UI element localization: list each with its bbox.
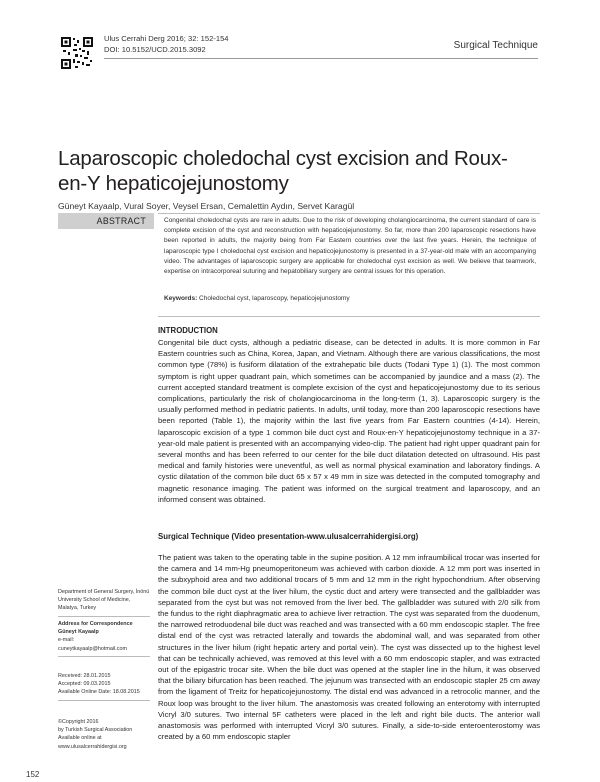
online-date: Available Online Date: 18.08.2015 bbox=[58, 689, 140, 696]
copyright-by: by Turkish Surgical Association bbox=[58, 727, 133, 734]
dates-block bbox=[58, 672, 150, 697]
authors: Güneyt Kayaalp, Vural Soyer, Veysel Ersan, Cemalettin Aydın, Servet Karagül bbox=[58, 201, 355, 211]
available-online: Available online at bbox=[58, 735, 102, 742]
accepted-date: Accepted: 09.03.2015 bbox=[58, 681, 111, 688]
received-date: Received: 28.01.2015 bbox=[58, 673, 111, 679]
sidebar-divider bbox=[58, 656, 150, 657]
introduction-text: Congenital bile duct cysts, although a pediatric disease, can be detected in adults. It is more common in Far Eastern countries such as China, Korea, Japan, and Vietnam. Although there are various classifications, the most common type (78%) is fusiform dilatation of the extrahepatic bile ducts (Todani Type 1) (1). The most common symptom is right upper quadrant pain, which sometimes can be accompanied by jaundice and a mass (2). The current accepted standard treatment is complete excision of the cyst and hepaticojejunostomy due to its serious complications, particularly the risk of cholangiocarcinoma in the long-term (1, 3). Laparoscopic surgery is the usually performed method in pediatric patients. In adults, until today, more than 200 laparoscopic resections have been reported (Table 1), the majority within the last five years from Far Eastern countries (4-14). Herein, laparoscopic excision of a type 1 common bile duct cyst and Roux-en-Y hepaticojejunostomy technique in a 37-year-old male patient is presented with an accompanying video-clip. The patient had right upper quadrant pain for several months and has been referred to our center for the bile duct dilatation detected on ultrasound. His past medical and family histories were uneventful, as well as normal physical examination and laboratory findings. A cystic dilatation of the common bile duct 65 x 57 x 49 mm in size was detected in the computed tomography and magnetic resonance imaging. The patient was informed on the surgical treatment and laparoscopy, and an informed consent was obtained. bbox=[158, 338, 540, 504]
correspondence-name: Güneyt Kayaalp bbox=[58, 629, 99, 636]
keywords-list: Choledochal cyst, laparoscopy, hepaticojejunostomy bbox=[199, 295, 350, 302]
introduction-heading: INTRODUCTION bbox=[158, 326, 218, 335]
abstract-text: Congenital choledochal cysts are rare in adults. Due to the risk of developing cholangiocarcinoma, the current standard of care is complete excision of the cyst and reconstruction with hepaticojejunostomy. So far, more than 200 laparoscopic resections have been reported in adults, the majority being from Far Eastern countries over the last five years. Herein, the technique of laparoscopic type I choledochal cyst excision and hepaticojejunostomy is presented in a 37-year-old male with an accompanying video. The advantages of laparoscopic surgery are applicable for choledochal cyst excision as well. We believe that teamwork, expertise on intracorporeal suturing and hepatobiliary surgery are central issues for this operation. bbox=[164, 217, 536, 276]
sidebar-divider bbox=[58, 700, 150, 701]
email-address[interactable]: cuneytkayaalp@hotmail.com bbox=[58, 645, 127, 652]
sidebar-divider bbox=[58, 616, 150, 617]
journal-citation: Ulus Cerrahi Derg 2016; 32: 152-154 bbox=[104, 34, 229, 43]
keywords bbox=[164, 295, 350, 302]
keywords-label: Keywords: bbox=[164, 295, 198, 302]
copyright-block bbox=[58, 718, 150, 751]
correspondence-block bbox=[58, 620, 150, 653]
page-number: 152 bbox=[26, 770, 40, 779]
journal-website[interactable]: www.ulusalcerrahidergisi.org bbox=[58, 743, 127, 750]
affiliation: Department of General Surgery, İnönü University School of Medicine, Malatya, Turkey bbox=[58, 589, 150, 612]
article-section: Surgical Technique bbox=[453, 40, 538, 51]
technique-heading: Surgical Technique (Video presentation-www.ulusalcerrahidergisi.org) bbox=[158, 532, 419, 541]
doi: DOI: 10.5152/UCD.2015.3092 bbox=[104, 45, 206, 54]
qr-code bbox=[60, 36, 94, 70]
header-divider bbox=[104, 58, 538, 59]
article-title: Laparoscopic choledochal cyst excision and Roux-en-Y hepaticojejunostomy bbox=[58, 147, 508, 195]
abstract-label: ABSTRACT bbox=[58, 213, 154, 229]
copyright: ©Copyright 2016 bbox=[58, 719, 99, 725]
technique-text: The patient was taken to the operating table in the supine position. A 12 mm infraumbilical trocar was inserted for the camera and 14 mm-Hg pneumoperitoneum was achieved with carbon dioxide. A 12 mm port was inserted in the subxyphoid area and two additional trocars of 5 mm and 12 mm in the right hypochondrium. After observing the common bile duct cyst at the liver hilum, the cystic duct and artery were transected and the gallbladder was separated from the cyst but was not removed from the liver bed. The gallbladder was sutured with 2/0 silk from the fundus to the right diaphragmatic area to achieve liver retraction. The cyst was separated from the duodenum, the narrowed retroduodenal bile duct was reached and was transected with a 60 mm endoscopic stapler. The free distal end of the cyst was retracted laterally and towards the abdominal wall, and was separated from other structures in the liver hilum (right hepatic artery and portal vein). The cyst was dissected up to the highest level that can be technically achieved, was removed at this level with a 60 mm endoscopic stapler, and was extracted out of the epigastric trocar site. When the bile duct was opened at the stapler line in the hilum, it was observed that the biliary bifurcation has been reached. The jejunum was transected with an endoscopic stapler 25 cm away from the ligament of Treitz for hepaticojejunostomy. The distal end was advanced in a retrocolic manner, and the Roux loop was brought to the liver hilum. The anastomosis was created following an enterotomy with interrupted Vicryl 3/0 sutures. Two internal 5F catheters were placed in the left and right bile ducts. The anterior wall anastomosis was performed with interrupted Vicryl 3/0 sutures. Finally, a side-to-side enteroenterostomy was created by a 60 mm endoscopic stapler bbox=[158, 553, 540, 742]
email-label: e-mail: bbox=[58, 637, 75, 644]
correspondence-label: Address for Correspondence bbox=[58, 621, 133, 627]
